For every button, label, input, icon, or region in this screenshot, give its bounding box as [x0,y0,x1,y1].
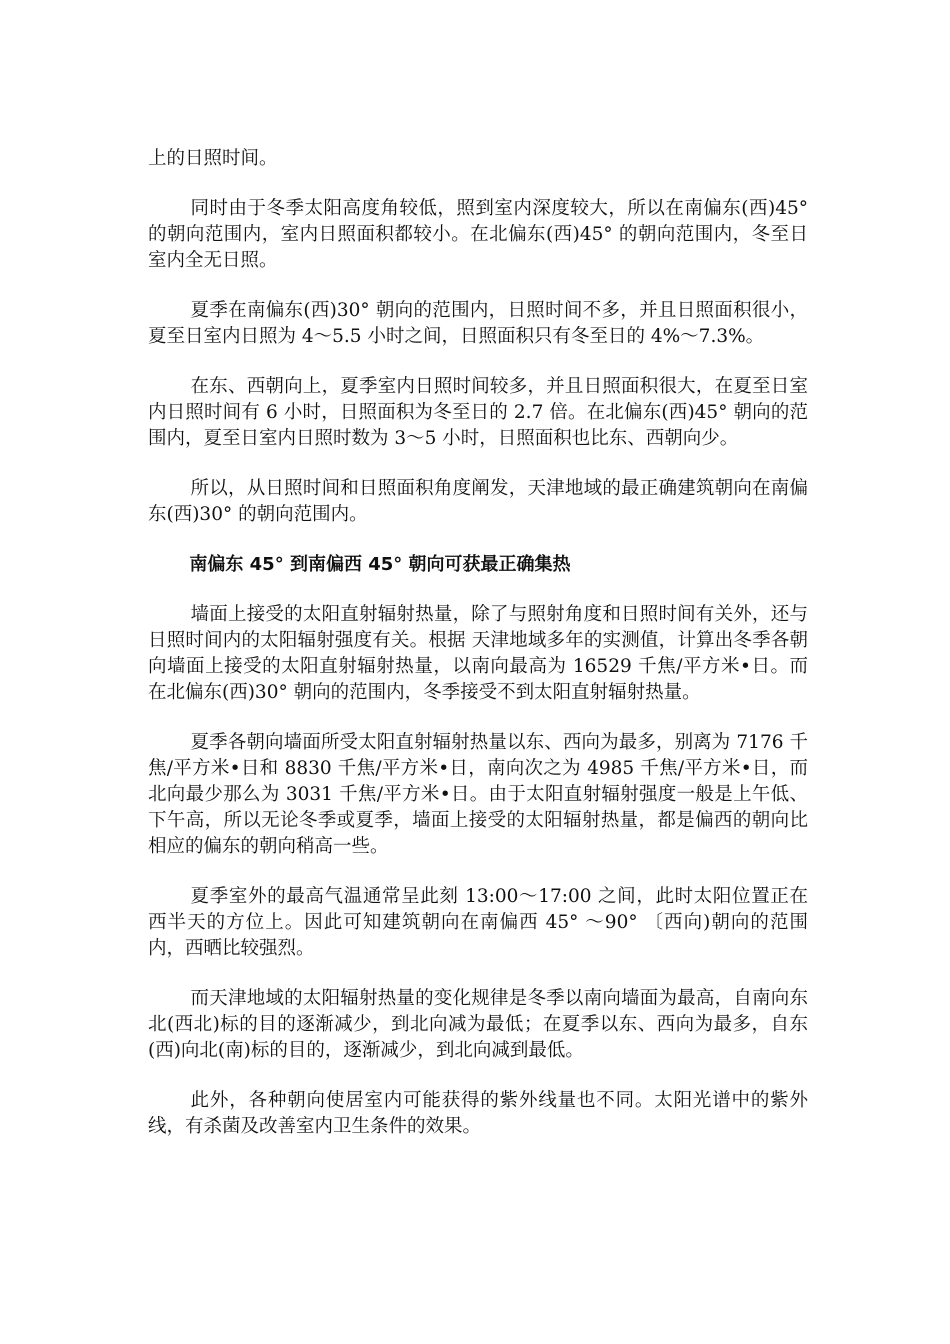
paragraph: 夏季在南偏东(西)30° 朝向的范围内，日照时间不多，并且日照面积很小，夏至日室内日照为 4～5.5 小时之间，日照面积只有冬至日的 4%～7.3%。 [148,300,808,347]
paragraph: 夏季室外的最高气温通常呈此刻 13:00～17:00 之间，此时太阳位置正在西半天的方位上。因此可知建筑朝向在南偏西 45° ～90° 〔西向)朝向的范围内，西晒比较强烈。 [148,886,808,959]
paragraph: 墙面上接受的太阳直射辐射热量，除了与照射角度和日照时间有关外，还与日照时间内的太阳辐射强度有关。根据 天津地域多年的实测值，计算出冬季各朝向墙面上接受的太阳直射辐射热量，以南向最高为 16529 千焦/平方米•日。而在北偏东(西)30° 朝向的范围内，冬季接受不到太阳直射辐射热量。 [148,604,808,703]
section-heading: 南偏东 45° 到南偏西 45° 朝向可获最正确集热 [189,554,571,575]
paragraph: 所以，从日照时间和日照面积角度阐发，天津地域的最正确建筑朝向在南偏东(西)30° 的朝向范围内。 [148,478,808,525]
document-body [148,146,808,1164]
paragraph: 此外，各种朝向使居室内可能获得的紫外线量也不同。太阳光谱中的紫外线，有杀菌及改善室内卫生条件的效果。 [148,1090,808,1137]
paragraph: 在东、西朝向上，夏季室内日照时间较多，并且日照面积很大，在夏至日室内日照时间有 6 小时，日照面积为冬至日的 2.7 倍。在北偏东(西)45° 朝向的范围内，夏至日室内日照时数为 3～5 小时，日照面积也比东、西朝向少。 [148,376,808,449]
paragraph: 上的日照时间。 [148,148,278,169]
paragraph: 而天津地域的太阳辐射热量的变化规律是冬季以南向墙面为最高，自南向东北(西北)标的目的逐渐减少，到北向减为最低；在夏季以东、西向为最多，自东(西)向北(南)标的目的，逐渐减少，到北向减到最低。 [148,988,808,1061]
paragraph: 夏季各朝向墙面所受太阳直射辐射热量以东、西向为最多，别离为 7176 千焦/平方米•日和 8830 千焦/平方米•日，南向次之为 4985 千焦/平方米•日，而北向最少那么为 3031 千焦/平方米•日。由于太阳直射辐射强度一般是上午低、下午高，所以无论冬季或夏季，墙面上接受的太阳辐射热量，都是偏西的朝向比相应的偏东的朝向稍高一些。 [148,732,808,857]
paragraph: 同时由于冬季太阳高度角较低，照到室内深度较大，所以在南偏东(西)45° 的朝向范围内，室内日照面积都较小。在北偏东(西)45° 的朝向范围内，冬至日室内全无日照。 [148,198,808,271]
